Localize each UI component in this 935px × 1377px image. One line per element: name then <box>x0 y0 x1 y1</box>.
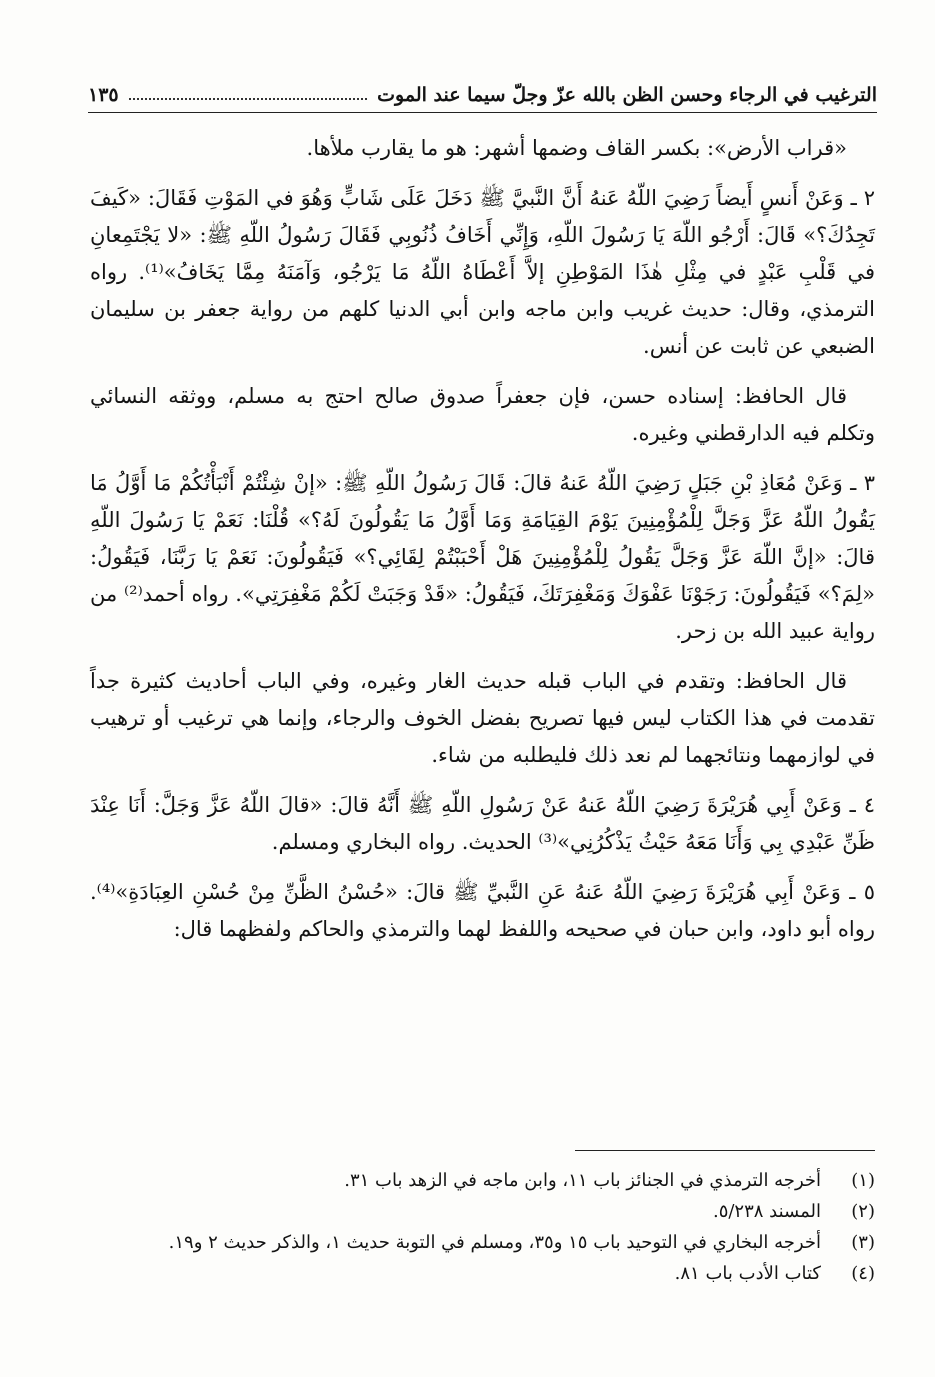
hadith-4: ٤ ـ وَعَنْ أَبِي هُرَيْرَةَ رَضِيَ اللّهُ عَنهُ عَنْ رَسُولِ اللّهِ ﷺ أَنَّهُ قالَ: «قالَ اللّهُ عَزَّ وَجَلَّ: أَنَا عِنْدَ ظَنِّ عَبْدِي بِي وَأَنَا مَعَهُ حَيْثُ يَذْكُرُنِي»⁽³⁾ الحديث. رواه البخاري ومسلم. <box>90 793 875 854</box>
hadith-5: ٥ ـ وَعَنْ أَبِي هُرَيْرَةَ رَضِيَ اللّهُ عَنهُ عَنِ النَّبيِّ ﷺ قالَ: «حُسْنُ الظَّنِّ مِنْ حُسْنِ العِبَادَةِ»⁽⁴⁾. رواه أبو داود، وابن حبان في صحيحه واللفظ لهما والترمذي والحاكم ولفظهما قال: <box>90 880 875 941</box>
footnote-text: أخرجه الترمذي في الجنائز باب ١١، وابن ماجه في الزهد باب ٣١. <box>344 1170 821 1191</box>
footnote-number: (٤) <box>851 1263 875 1284</box>
footnote-item <box>90 1258 875 1289</box>
hadith-2: ٢ ـ وَعَنْ أَنسٍ أَيضاً رَضِيَ اللّهُ عَنهُ أَنَّ النَّبيَّ ﷺ دَخَلَ عَلَى شَابٍّ وَهُوَ في المَوْتِ فَقَالَ: «كَيفَ تَجِدُكَ؟» قَالَ: أَرْجُو اللّهَ يَا رَسُولَ اللّهِ، وَإِنِّي أَخَافُ ذُنُوبِي فَقَالَ رَسُولُ اللّهِ ﷺ: «لا يَجْتَمِعانِ في قَلْبِ عَبْدٍ في مِثْلِ هٰذَا المَوْطِنِ إلاَّ أَعْطَاهُ اللّهُ مَا يَرْجُو، وَآمَنَهُ مِمَّا يَخَافُ»⁽¹⁾. رواه الترمذي، وقال: حديث غريب وابن ماجه وابن أبي الدنيا كلهم من رواية جعفر بن سليمان الضبعي عن ثابت عن أنس. <box>90 186 875 358</box>
dotted-leader <box>129 98 368 100</box>
footnote-text: كتاب الأدب باب ٨١. <box>674 1263 821 1284</box>
footnote-item <box>90 1196 875 1227</box>
hafiz-comment-2: قال الحافظ: وتقدم في الباب قبله حديث الغار وغيره، وفي الباب أحاديث كثيرة جداً تقدمت في هذا الكتاب ليس فيها تصريح بفضل الخوف والرجاء، وإنما هي ترغيب أو ترهيب في لوازمهما ونتائجهما لم نعد ذلك فليطلبه من شاء. <box>90 669 875 767</box>
paragraph-definition: «قراب الأرض»: بكسر القاف وضمها أشهر: هو ما يقارب ملأها. <box>306 136 847 160</box>
footnote-number: (٢) <box>851 1201 875 1222</box>
footnote-item <box>90 1227 875 1258</box>
main-text <box>90 130 875 961</box>
footnote-separator <box>575 1150 875 1151</box>
footnotes <box>90 1165 875 1289</box>
footnote-text: أخرجه البخاري في التوحيد باب ١٥ و٣٥، ومسلم في التوبة حديث ١، والذكر حديث ٢ و١٩. <box>168 1232 821 1253</box>
header-title: الترغيب في الرجاء وحسن الظن بالله عزّ وجلّ سيما عند الموت <box>377 84 877 106</box>
footnote-number: (١) <box>851 1170 875 1191</box>
hafiz-comment-1: قال الحافظ: إسناده حسن، فإن جعفراً صدوق صالح احتج به مسلم، ووثقه النسائي وتكلم فيه الدارقطني وغيره. <box>90 384 875 445</box>
hadith-3: ٣ ـ وَعَنْ مُعَاذِ بْنِ جَبَلٍ رَضِيَ اللّهُ عَنهُ قالَ: قَالَ رَسُولُ اللّهِ ﷺ: «إنْ شِئْتُمْ أَنْبَأْتُكُمْ مَا أَوَّلُ مَا يَقُولُ اللّهُ عَزَّ وَجَلَّ لِلْمُؤْمِنِينَ يَوْمَ القِيَامَةِ وَمَا أَوَّلُ مَا يَقُولُونَ لَهُ؟» قُلْنَا: نَعَمْ يَا رَسُولَ اللّهِ قالَ: «إنَّ اللّهَ عَزَّ وَجَلَّ يَقُولُ لِلْمُؤْمِنِينَ هَلْ أَحْبَبْتُمْ لِقَائِي؟» فَيَقُولُونَ: نَعَمْ يَا رَبَّنَا، فَيَقُولُ: «لِمَ؟» فَيَقُولُونَ: رَجَوْنَا عَفْوَكَ وَمَغْفِرَتَكَ، فَيَقُولُ: «قَدْ وَجَبَتْ لَكُمْ مَغْفِرَتِي». رواه أحمد⁽²⁾ من رواية عبيد الله بن زحر. <box>90 471 875 643</box>
page-number: ١٣٥ <box>88 84 119 106</box>
footnote-item <box>90 1165 875 1196</box>
footnote-number: (٣) <box>851 1232 875 1253</box>
footnote-text: المسند ٥/٢٣٨. <box>712 1201 821 1222</box>
running-header <box>88 70 877 113</box>
